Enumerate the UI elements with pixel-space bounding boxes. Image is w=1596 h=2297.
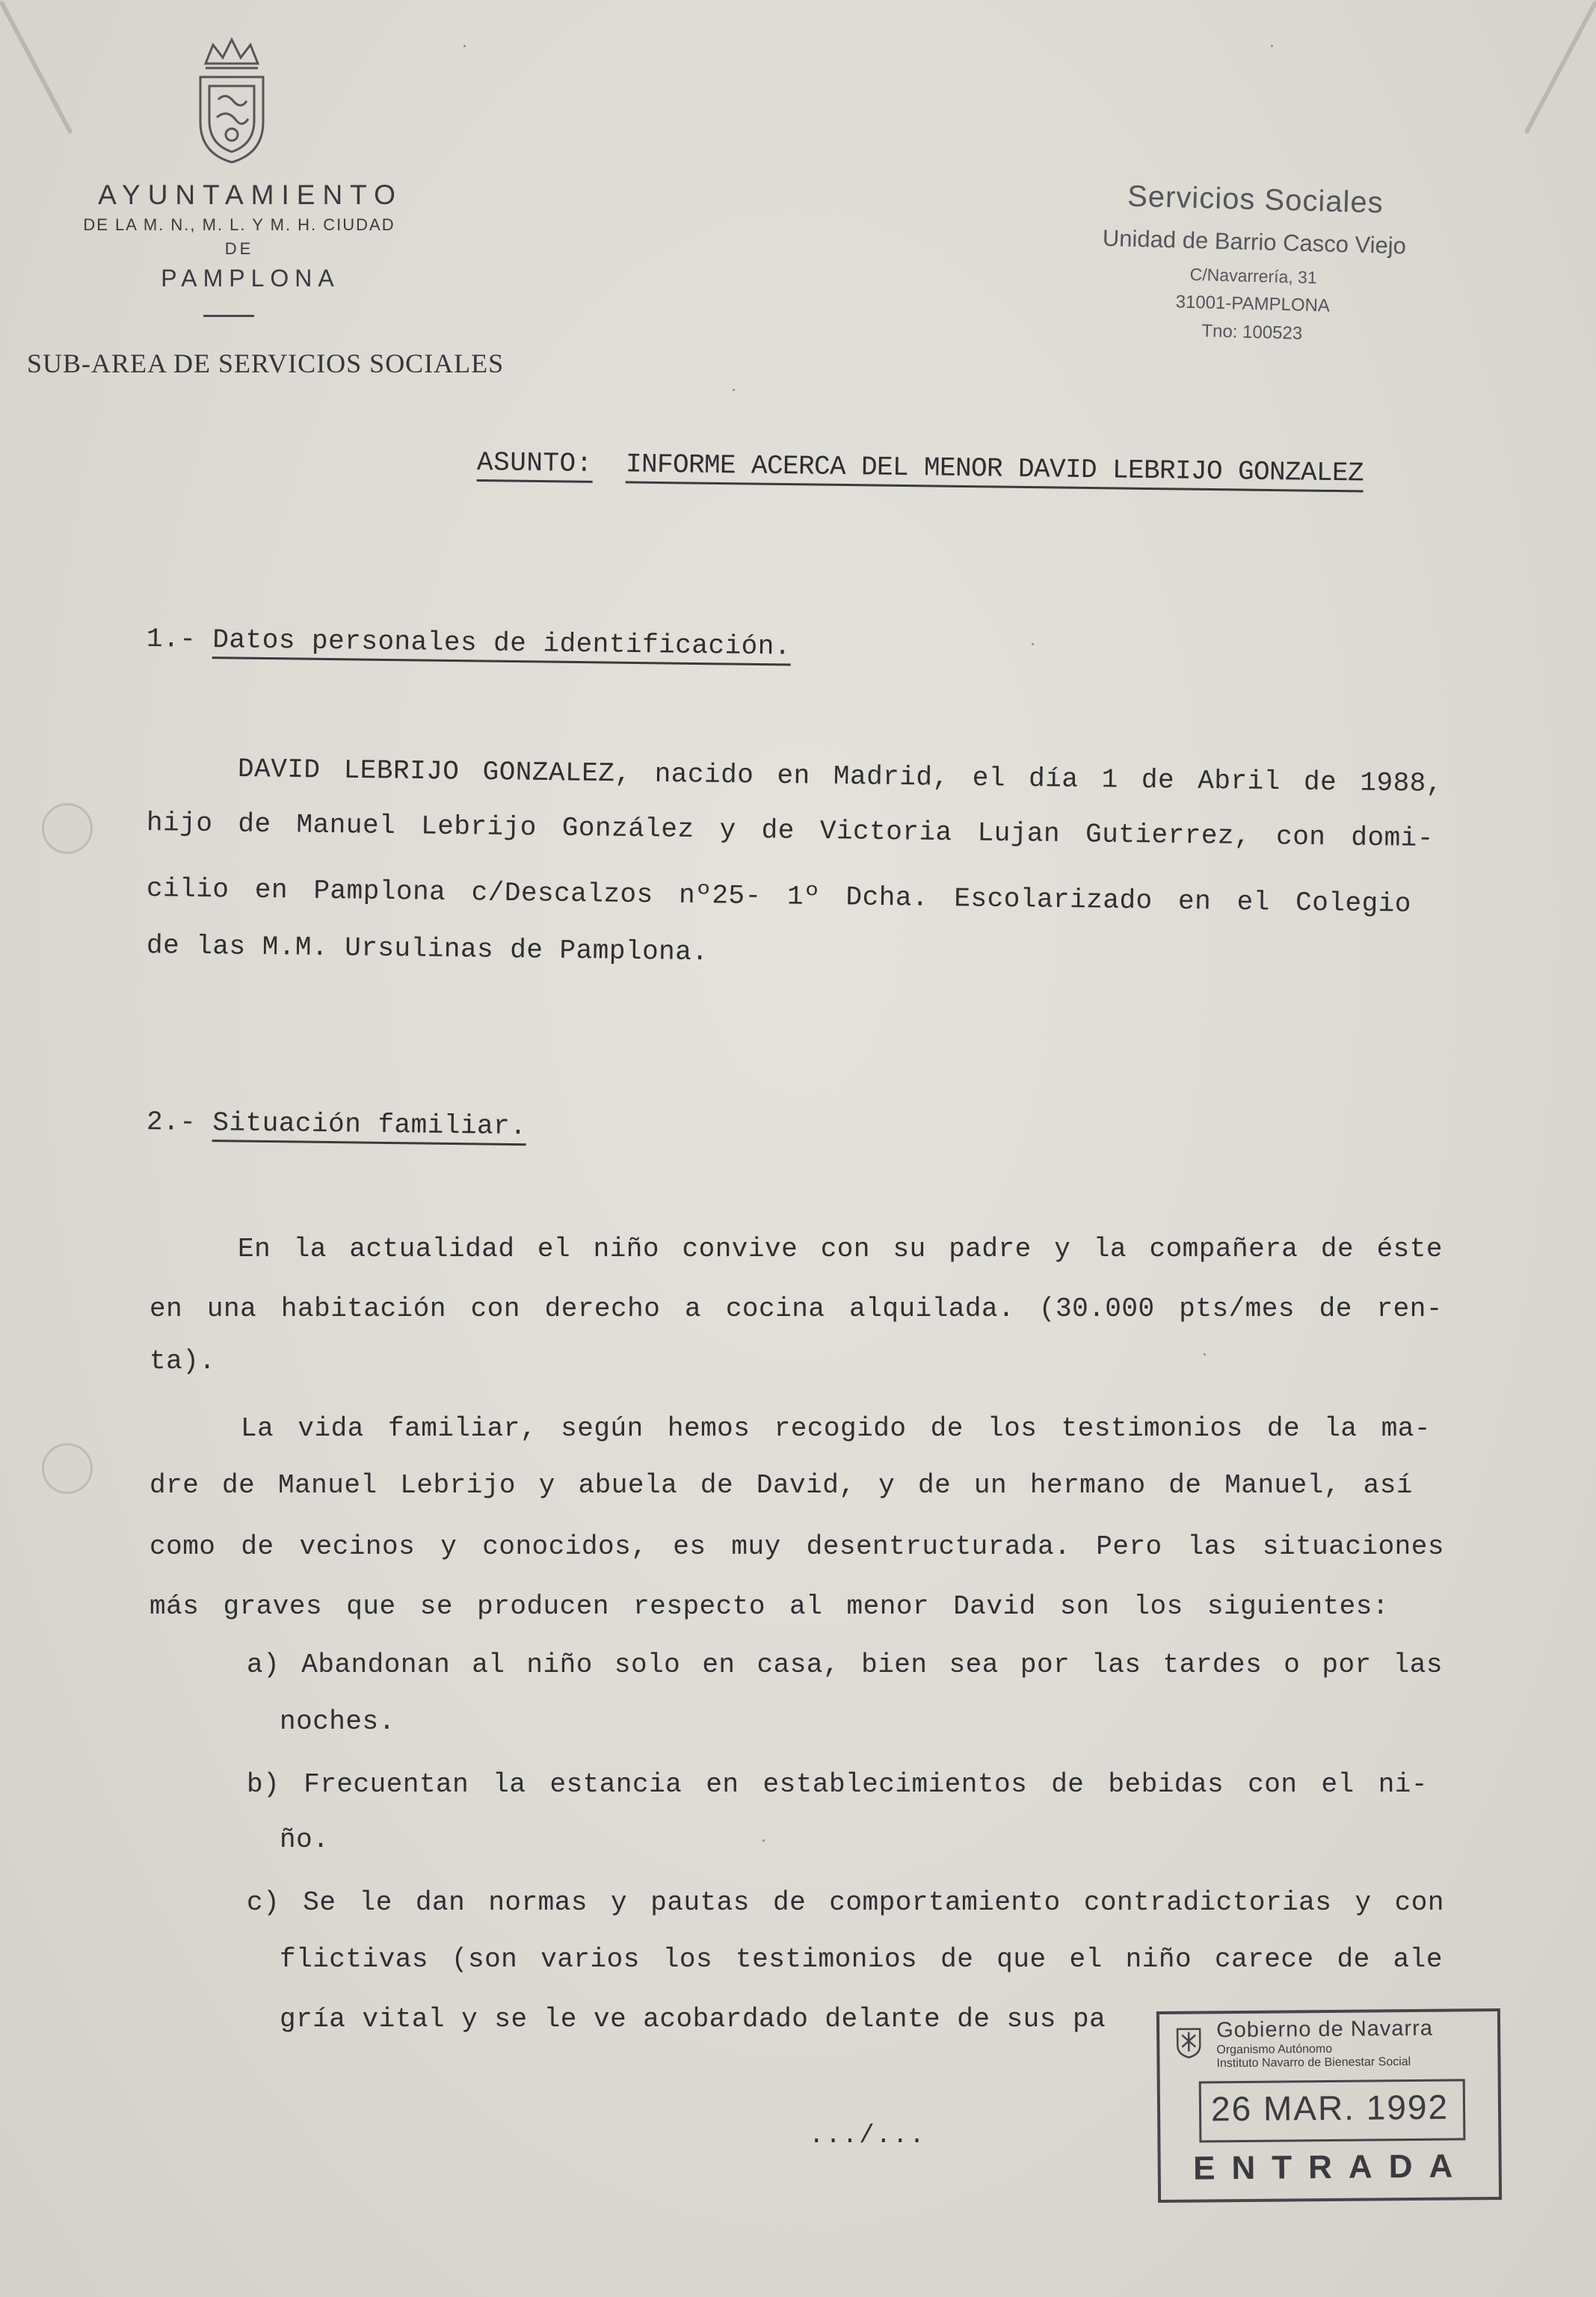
paper-speck [463, 45, 466, 47]
letterhead-service: Servicios Sociales [1127, 179, 1384, 220]
paper-speck [762, 1839, 765, 1842]
subject-text: INFORME ACERCA DEL MENOR DAVID LEBRIJO GONZALEZ [626, 449, 1364, 492]
section2-title: Situación familiar. [212, 1107, 526, 1146]
para1-line: ta). [150, 1346, 216, 1377]
section1-heading [147, 624, 791, 662]
entry-stamp [1156, 2008, 1502, 2203]
paper-speck [733, 389, 735, 391]
stamp-institute: Instituto Navarro de Bienestar Social [1216, 2055, 1411, 2070]
letterhead-city-council: AYUNTAMIENTO [98, 179, 403, 210]
letterhead-rule [203, 315, 254, 317]
stamp-organism: Organismo Autónomo [1216, 2042, 1333, 2057]
paper-speck [1204, 1353, 1206, 1356]
letterhead-city-name: PAMPLONA [161, 265, 340, 292]
list-item-b-cont: ño. [280, 1824, 330, 1855]
letterhead-left [30, 179, 449, 292]
letterhead-city-titles: DE LA M. N., M. L. Y M. H. CIUDAD [83, 215, 395, 234]
section1-number: 1.- [146, 624, 197, 655]
navarra-emblem-icon [1174, 2024, 1203, 2058]
list-item-c-cont: flictivas (son varios los testimonios de que el niño carece de ale [280, 1944, 1443, 1975]
section2-heading [147, 1107, 527, 1142]
paper-speck [1271, 45, 1273, 47]
punch-hole-bottom [42, 1443, 93, 1494]
para2-line: La vida familiar, según hemos recogido de los testimonios de la ma- [241, 1413, 1431, 1444]
para2-line: dre de Manuel Lebrijo y abuela de David, y de un hermano de Manuel, así [150, 1470, 1413, 1501]
letterhead-street: C/Navarrería, 31 [1189, 264, 1318, 288]
stamp-entrada: ENTRADA [1192, 2147, 1470, 2187]
section1-line: de las M.M. Ursulinas de Pamplona. [146, 930, 709, 968]
corner-mark-left [0, 0, 73, 134]
subject-label: ASUNTO: [477, 447, 593, 483]
corner-mark-right [1523, 0, 1596, 134]
letterhead-unit: Unidad de Barrio Casco Viejo [1102, 224, 1407, 259]
stamp-date: 26 MAR. 1992 [1210, 2087, 1449, 2129]
letterhead-de: DE [224, 239, 254, 258]
letterhead-right [1057, 178, 1449, 348]
section1-line: cilio en Pamplona c/Descalzos nº25- 1º Dcha. Escolarizado en el Colegio [146, 873, 1412, 920]
para2-line: como de vecinos y conocidos, es muy desentructurada. Pero las situaciones [150, 1531, 1444, 1562]
coat-of-arms-icon [187, 34, 277, 168]
letterhead-subarea: SUB-AREA DE SERVICIOS SOCIALES [27, 348, 505, 378]
continuation-mark: .../... [809, 2122, 926, 2150]
list-item-b: b) Frecuentan la estancia en establecimientos de bebidas con el ni- [247, 1769, 1428, 1800]
para2-line: más graves que se producen respecto al menor David son los siguientes: [150, 1591, 1389, 1622]
para1-line: en una habitación con derecho a cocina alquilada. (30.000 pts/mes de ren- [150, 1294, 1443, 1324]
list-item-c-cont: gría vital y se le ve acobardado delante de sus pa [280, 2004, 1106, 2035]
letterhead-postcode: 31001-PAMPLONA [1175, 292, 1331, 316]
section1-line: DAVID LEBRIJO GONZALEZ, nacido en Madrid, el día 1 de Abril de 1988, [237, 754, 1444, 799]
subject-line [477, 447, 1364, 488]
letterhead-phone: Tno: 100523 [1201, 321, 1303, 344]
stamp-title: Gobierno de Navarra [1216, 2016, 1434, 2043]
section1-title: Datos personales de identificación. [212, 624, 791, 665]
section1-line: hijo de Manuel Lebrijo González y de Victoria Lujan Gutierrez, con domi- [146, 808, 1435, 855]
list-item-a: a) Abandonan al niño solo en casa, bien sea por las tardes o por las [247, 1649, 1443, 1680]
paper-speck [1032, 643, 1034, 645]
list-item-a-cont: noches. [280, 1706, 395, 1737]
list-item-c: c) Se le dan normas y pautas de comportamiento contradictorias y con [247, 1887, 1444, 1918]
punch-hole-top [42, 803, 93, 854]
para1-line: En la actualidad el niño convive con su padre y la compañera de éste [238, 1234, 1443, 1264]
section2-number: 2.- [146, 1107, 197, 1138]
